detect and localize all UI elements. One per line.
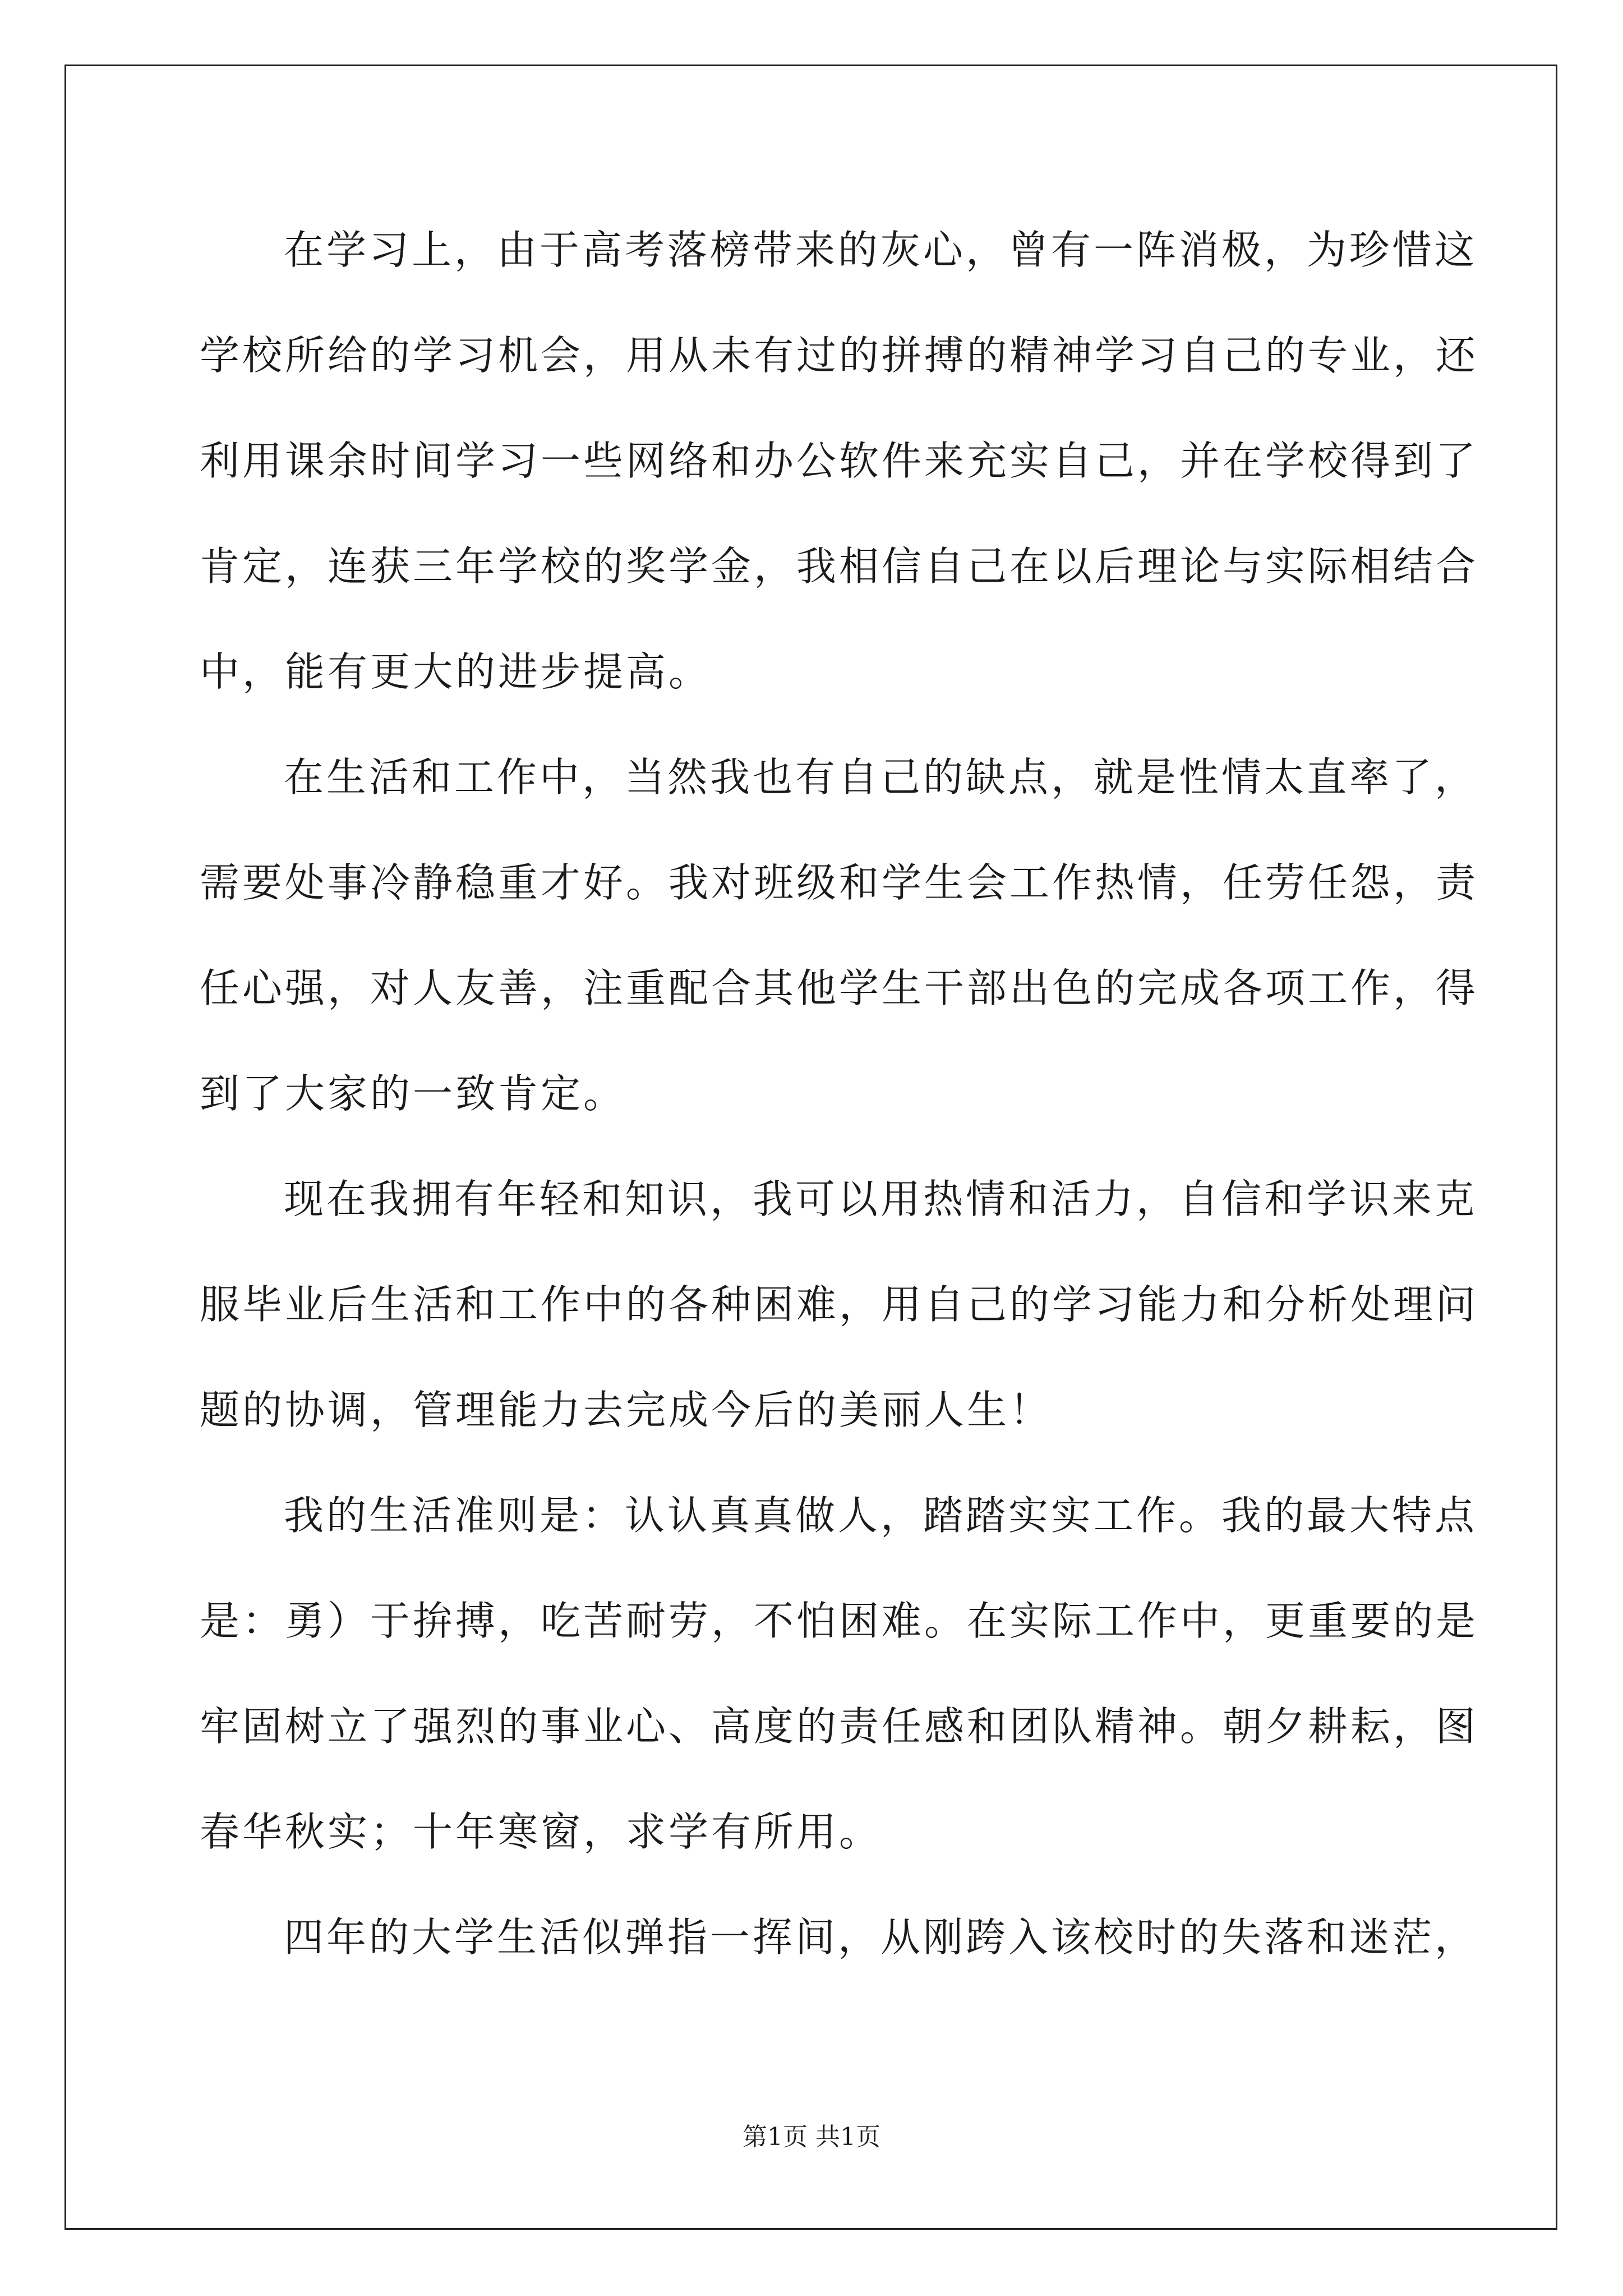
page-footer: 第1页 共1页 bbox=[743, 2123, 880, 2151]
text-line: 在学习上，由于高考落榜带来的灰心，曾有一阵消极，为珍惜这 bbox=[284, 227, 1478, 273]
text-line: 在生活和工作中，当然我也有自己的缺点，就是性情太直率了， bbox=[284, 754, 1478, 800]
text-line: 是：勇）于拚搏，吃苦耐劳，不怕困难。在实际工作中，更重要的是 bbox=[200, 1598, 1479, 1644]
text-line: 服毕业后生活和工作中的各种困难，用自己的学习能力和分析处理问 bbox=[200, 1281, 1479, 1328]
text-line: 需要处事冷静稳重才好。我对班级和学生会工作热情，任劳任怨，责 bbox=[200, 859, 1479, 906]
text-line: 任心强，对人友善，注重配合其他学生干部出色的完成各项工作，得 bbox=[200, 965, 1479, 1011]
text-line: 到了大家的一致肯定。 bbox=[200, 1070, 626, 1117]
text-line: 学校所给的学习机会，用从未有过的拼搏的精神学习自己的专业，还 bbox=[200, 332, 1479, 379]
document-body bbox=[200, 197, 1479, 1990]
text-line: 利用课余时间学习一些网络和办公软件来充实自己，并在学校得到了 bbox=[200, 438, 1479, 484]
text-line: 肯定，连获三年学校的奖学金，我相信自己在以后理论与实际相结合 bbox=[200, 543, 1479, 590]
text-line: 牢固树立了强烈的事业心、高度的责任感和团队精神。朝夕耕耘，图 bbox=[200, 1703, 1479, 1750]
text-line: 四年的大学生活似弹指一挥间，从刚跨入该校时的失落和迷茫， bbox=[284, 1914, 1478, 1961]
text-line: 现在我拥有年轻和知识，我可以用热情和活力，自信和学识来克 bbox=[284, 1176, 1478, 1222]
text-line: 题的协调，管理能力去完成今后的美丽人生！ bbox=[200, 1387, 1053, 1433]
text-line: 中，能有更大的进步提高。 bbox=[200, 648, 712, 695]
text-line: 我的生活准则是：认认真真做人，踏踏实实工作。我的最大特点 bbox=[284, 1492, 1478, 1539]
text-line: 春华秋实；十年寒窗，求学有所用。 bbox=[200, 1809, 882, 1855]
